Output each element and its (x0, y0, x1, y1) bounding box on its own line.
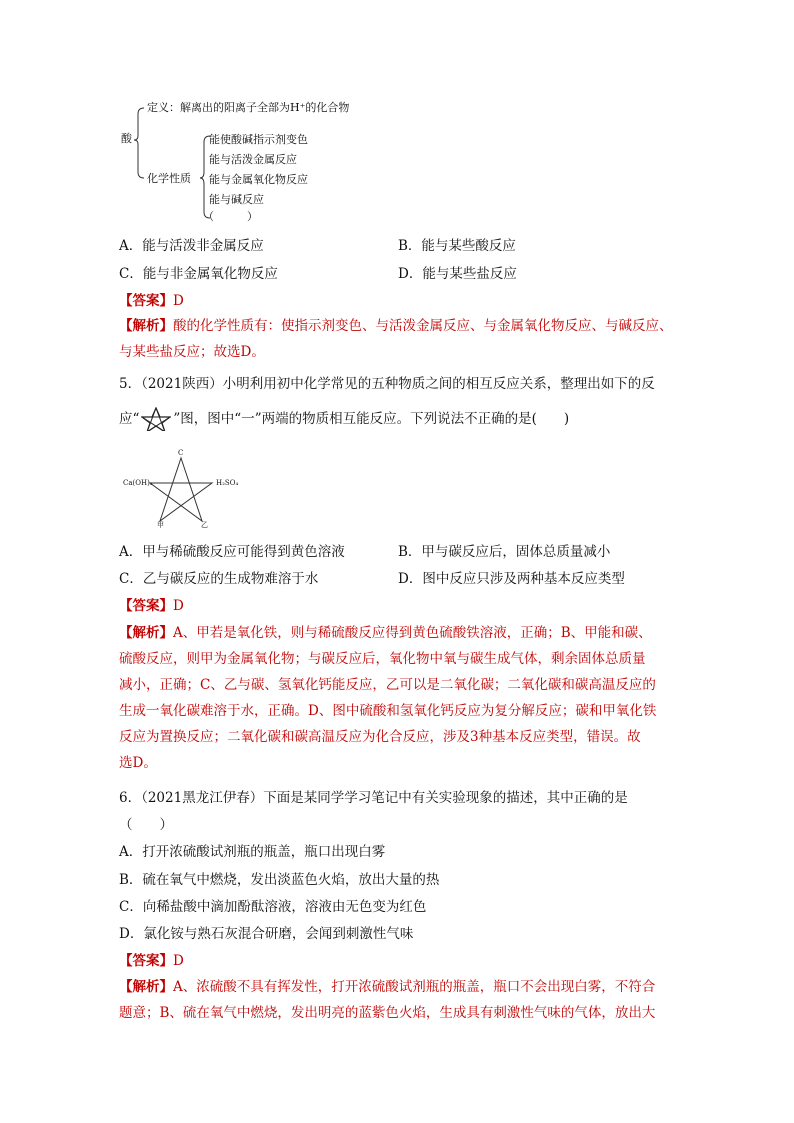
q6-blank: （ ） (119, 817, 173, 833)
property-item: 能与活泼金属反应 (209, 153, 297, 166)
property-item-blank: （ ） (203, 210, 258, 223)
q6-answer (119, 952, 184, 970)
analysis-line: 硫酸反应，则甲为金属氧化物；与碳反应后，氧化物中氧与碳生成气体，剩余固体总质量 (119, 651, 646, 667)
analysis-label: 【解析】 (119, 318, 173, 334)
q6-option-b: B．硫在氧气中燃烧，发出淡蓝色火焰，放出大量的热 (119, 872, 440, 888)
star-label-bottom-right: 乙 (201, 521, 208, 529)
diagram-root-label: 酸 (121, 132, 132, 145)
analysis-text: 酸的化学性质有：使指示剂变色、与活泼金属反应、与金属氧化物反应、与碱反应、与某些盐反应；故选D。 (119, 318, 673, 360)
q5-option-b: B．甲与碳反应后，固体总质量减小 (398, 544, 611, 560)
q6-stem: 6．（2021黑龙江伊春）下面是某同学学习笔记中有关实验现象的描述，其中正确的是 (119, 790, 628, 806)
analysis-text: A、浓硫酸不具有挥发性，打开浓硫酸试剂瓶的瓶盖，瓶口不会出现白雾，不符合 (173, 979, 656, 995)
definition-text: 定义：解离出的阳离子全部为H⁺的化合物 (147, 101, 350, 114)
star-label-left: Ca(OH)₂ (123, 479, 153, 487)
analysis-line: 题意；B、硫在氧气中燃烧，发出明亮的蓝紫色火焰，生成具有刺激性气味的气体，放出大 (119, 1005, 656, 1021)
inline-star-icon (139, 411, 173, 429)
analysis-line (119, 620, 675, 646)
analysis-line: 反应为置换反应；二氧化碳和碳高温反应为化合反应，涉及3种基本反应类型，错误。故 (119, 729, 641, 745)
q5-answer (119, 597, 184, 615)
diagram-braces (130, 100, 220, 225)
q6-option-c: C．向稀盐酸中滴加酚酞溶液，溶液由无色变为红色 (119, 899, 427, 915)
answer-label: 【答案】 (119, 953, 173, 969)
analysis-line: 减小，正确；C、乙与碳、氢氧化钙能反应，乙可以是二氧化碳；二氧化碳和碳高温反应的 (119, 677, 656, 693)
star-lines (140, 455, 220, 525)
star-label-bottom-left: 甲 (157, 521, 164, 529)
q4-option-b: B．能与某些酸反应 (398, 238, 516, 254)
q4-answer (119, 292, 184, 310)
answer-label: 【答案】 (119, 598, 173, 614)
answer-value: D (173, 598, 184, 614)
property-item: 能与金属氧化物反应 (209, 173, 308, 186)
analysis-text: A、甲若是氧化铁，则与稀硫酸反应得到黄色硫酸铁溶液，正确；B、甲能和碳、 (173, 625, 652, 641)
analysis-line (119, 974, 675, 1000)
q4-option-a: A．能与活泼非金属反应 (119, 238, 264, 254)
q6-option-d: D．氯化铵与熟石灰混合研磨，会闻到刺激性气味 (119, 926, 414, 942)
q4-option-d: D．能与某些盐反应 (398, 266, 517, 282)
stem-text-a: 应“ (119, 411, 140, 427)
property-item: 能使酸碱指示剂变色 (209, 133, 308, 146)
answer-value: D (173, 953, 184, 969)
q5-option-a: A．甲与稀硫酸反应可能得到黄色溶液 (119, 544, 345, 560)
answer-label: 【答案】 (119, 293, 173, 309)
star-label-right: H₂SO₄ (216, 479, 239, 487)
main-brace (134, 108, 144, 178)
analysis-label: 【解析】 (119, 625, 173, 641)
chem-property-label: 化学性质 (147, 172, 191, 185)
stem-text-b: ”图，图中“一”两端的物质相互能反应。下列说法不正确的是( ) (173, 411, 570, 427)
q6-option-a: A．打开浓硫酸试剂瓶的瓶盖，瓶口出现白雾 (119, 844, 386, 860)
q4-option-c: C．能与非金属氧化物反应 (119, 266, 278, 282)
answer-value: D (173, 293, 184, 309)
q5-analysis (119, 620, 675, 776)
q5-stem-line1: 5．（2021陕西）小明利用初中化学常见的五种物质之间的相互反应关系，整理出如下的反 (119, 376, 655, 392)
star-label-top: C (178, 449, 184, 457)
q6-analysis (119, 974, 675, 1026)
analysis-label: 【解析】 (119, 979, 173, 995)
analysis-line: 生成一氧化碳难溶于水，正确。D、图中硫酸和氢氧化钙反应为复分解反应；碳和甲氧化铁 (119, 703, 657, 719)
property-item: 能与碱反应 (209, 193, 264, 206)
q5-option-c: C．乙与碳反应的生成物难溶于水 (119, 571, 319, 587)
analysis-line: 选D。 (119, 755, 157, 771)
q5-option-d: D．图中反应只涉及两种基本反应类型 (398, 571, 625, 587)
q5-stem-line2 (119, 410, 569, 429)
q4-analysis (119, 313, 675, 365)
